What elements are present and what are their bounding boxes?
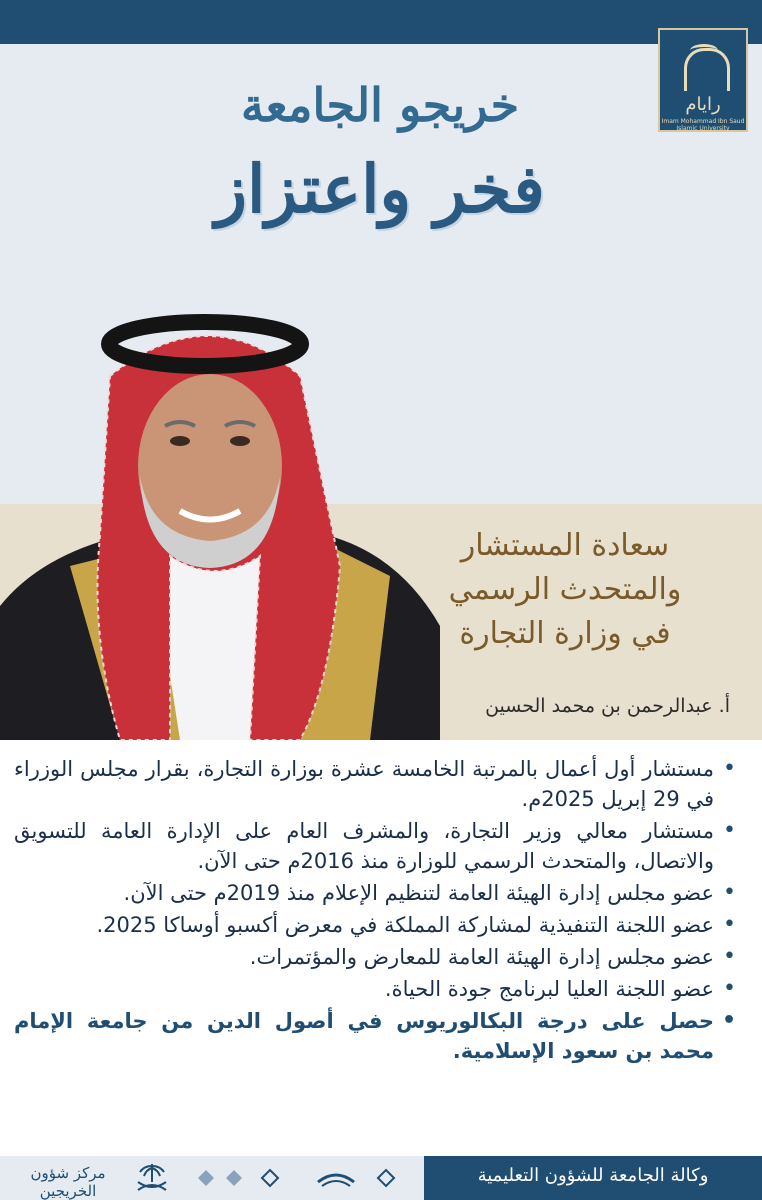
title-line-1: سعادة المستشار — [460, 528, 670, 563]
profile-title — [420, 524, 710, 656]
bio-list — [0, 740, 762, 1066]
palm-swords-icon — [132, 1160, 172, 1196]
bio-item: • عضو اللجنة التنفيذية لمشاركة المملكة في معرض أكسبو أوساكا 2025. — [14, 910, 736, 940]
book-wave-icon — [316, 1168, 356, 1188]
footer — [0, 1156, 762, 1200]
university-logo — [658, 28, 748, 132]
profile-name: أ. عبدالرحمن بن محمد الحسين — [485, 695, 730, 717]
bio-section — [0, 740, 762, 1156]
footer-agency-name: وكالة الجامعة للشؤون التعليمية — [477, 1165, 709, 1186]
bio-item: • مستشار أول أعمال بالمرتبة الخامسة عشرة بوزارة التجارة، بقرار مجلس الوزراء في 29 إبريل 2025م. — [14, 754, 736, 814]
chevron-ornament-icon — [224, 1168, 244, 1188]
footer-agency-band — [424, 1156, 762, 1200]
diamond-ornament-icon — [260, 1168, 280, 1188]
bio-item: • عضو مجلس إدارة الهيئة العامة للمعارض والمؤتمرات. — [14, 942, 736, 972]
top-bar — [0, 0, 762, 44]
diamond-ornament-icon — [376, 1168, 396, 1188]
bio-item: • عضو اللجنة العليا لبرنامج جودة الحياة. — [14, 974, 736, 1004]
arch-icon — [684, 48, 730, 91]
bio-item-education: • حصل على درجة البكالوريوس في أصول الدين من جامعة الإمام محمد بن سعود الإسلامية. — [14, 1006, 736, 1066]
logo-word: رايام — [685, 94, 721, 115]
bio-item: • عضو مجلس إدارة الهيئة العامة لتنظيم الإعلام منذ 2019م حتى الآن. — [14, 878, 736, 908]
title-line-3: في وزارة التجارة — [459, 616, 671, 651]
bio-item: • مستشار معالي وزير التجارة، والمشرف العام على الإدارة العامة للتسويق والاتصال، والمتحدث الرسمي للوزارة منذ 2016م حتى الآن. — [14, 816, 736, 876]
title-line-2: والمتحدث الرسمي — [448, 572, 682, 607]
logo-subtitle: Imam Mohammad Ibn Saud Islamic University — [661, 118, 745, 132]
chevron-ornament-icon — [196, 1168, 216, 1188]
headline-line-1: خريجو الجامعة — [240, 78, 520, 132]
footer-center-name: مركز شؤون الخريجين — [30, 1164, 106, 1200]
headline-line-2: فخر واعتزاز — [215, 150, 545, 228]
portrait-photo — [0, 306, 440, 740]
